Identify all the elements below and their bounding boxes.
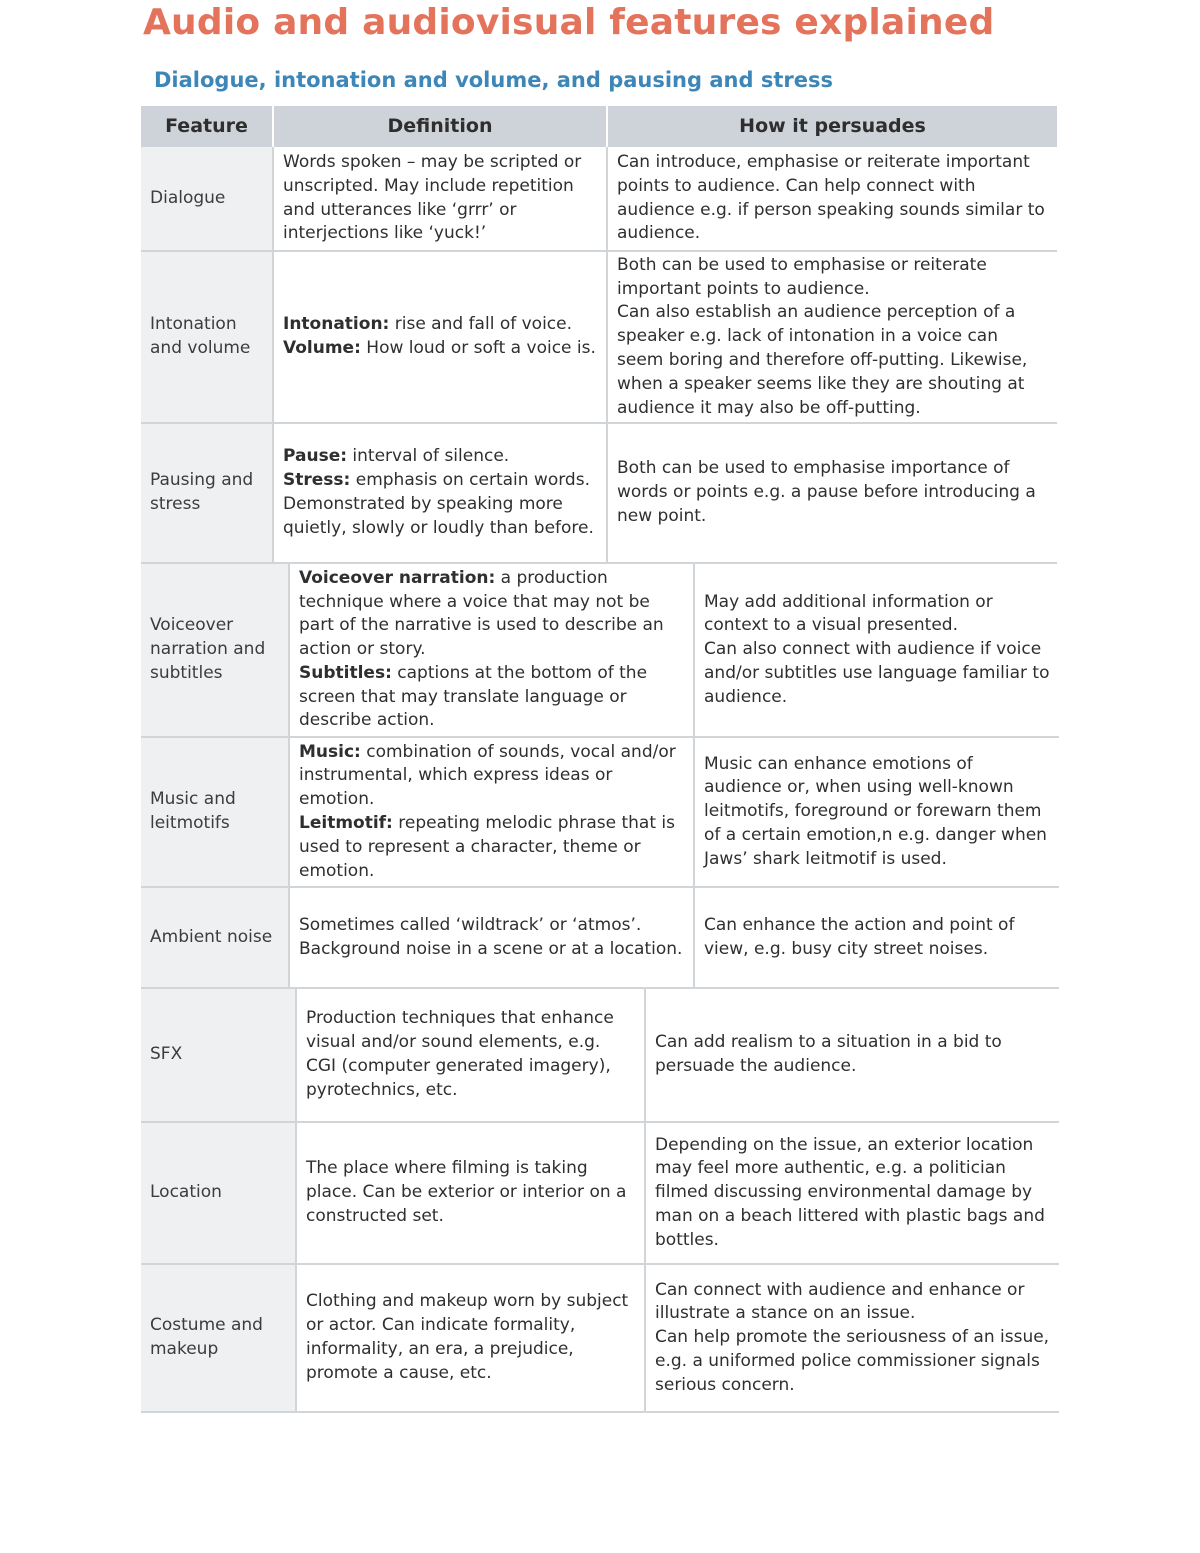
persuades-text [617,457,1048,528]
definition-line [299,662,684,733]
definition-text [283,151,597,246]
definition-term: Pause: [283,446,348,467]
feature-cell [141,1265,297,1413]
definition-cell [297,1265,646,1413]
definition-cell [274,147,608,252]
feature-name: Pausing and stress [150,470,254,514]
persuades-text [617,254,1048,421]
definition-body: The place where filming is taking place. Can be exterior or interior on a constructed set. [306,1158,627,1226]
feature-name: Intonation and volume [150,314,251,358]
persuades-line: Can help promote the seriousness of an issue, e.g. a uniformed police commissioner signals serious concern. [655,1327,1050,1395]
definition-line [283,313,597,337]
definition-cell [297,989,646,1123]
table-section [141,564,1059,989]
feature-name: Costume and makeup [150,1315,263,1359]
definition-body: How loud or soft a voice is. [360,338,596,358]
persuades-line: Both can be used to emphasise or reiterate important points to audience. [617,254,987,299]
feature-cell [141,989,297,1123]
feature-cell [141,147,274,252]
column-header: How it persuades [608,106,1057,147]
feature-name: Dialogue [150,187,226,208]
feature-name: Music and leitmotifs [150,789,236,833]
definition-term: Subtitles: [299,662,392,683]
column-header: Feature [141,106,274,147]
definition-text [283,313,597,361]
definition-line [299,812,684,883]
persuades-line: Can add realism to a situation in a bid to persuade the audience. [655,1032,1002,1076]
persuades-cell [608,147,1057,252]
definition-body: Words spoken – may be scripted or unscripted. May include repetition and utterances like ‘grrr’ or interjections like ‘yuck!’ [283,151,582,244]
table-section-grid [141,564,1059,989]
table-section-grid [141,989,1059,1413]
definition-term: Music: [299,741,361,762]
feature-name: Ambient noise [150,926,273,947]
persuades-line: Can also establish an audience perception of a speaker e.g. lack of intonation in a voice can seem boring and therefore off-putting. Likewise, when a speaker seems like they are shouting at audience it may also be off-putting. [617,302,1028,418]
persuades-line: Both can be used to emphasise importance of words or points e.g. a pause before introducing a new point. [617,458,1036,526]
persuades-line: Depending on the issue, an exterior location may feel more authentic, e.g. a politician filmed discussing environmental damage by man on a beach littered with plastic bags and bottles. [655,1134,1045,1250]
definition-body: Production techniques that enhance visual and/or sound elements, e.g. CGI (computer generated imagery), pyrotechnics, etc. [306,1008,614,1100]
definition-line [283,151,597,246]
definition-body: rise and fall of voice. [389,314,573,335]
persuades-line: Can also connect with audience if voice and/or subtitles use language familiar to audience. [704,639,1050,707]
persuades-line: May add additional information or context to a visual presented. [704,591,993,636]
definition-cell [274,252,608,424]
definition-line [299,567,684,662]
definition-term: Stress: [283,470,351,491]
persuades-text [617,151,1048,246]
feature-name: SFX [150,1044,183,1065]
definition-text [299,567,684,734]
definition-cell [297,1123,646,1265]
feature-cell [141,424,274,564]
persuades-cell [646,989,1059,1123]
persuades-line: Can connect with audience and enhance or illustrate a stance on an issue. [655,1279,1025,1324]
persuades-cell [646,1123,1059,1265]
page-title: Audio and audiovisual features explained [143,2,995,43]
persuades-text [655,1031,1050,1079]
definition-line [283,445,597,469]
feature-name: Location [150,1182,222,1203]
column-header: Definition [274,106,608,147]
persuades-cell [608,252,1057,424]
definition-term: Voiceover narration: [299,567,496,588]
definition-line [306,1290,635,1385]
definition-body: combination of sounds, vocal and/or instrumental, which express ideas or emotion. [299,741,676,810]
persuades-line: Can introduce, emphasise or reiterate important points to audience. Can help connect with audience e.g. if person speaking sounds similar to audience. [617,151,1045,244]
definition-body: repeating melodic phrase that is used to represent a character, theme or emotion. [299,813,675,881]
definition-body: Sometimes called ‘wildtrack’ or ‘atmos’. Background noise in a scene or at a location. [299,914,683,959]
definition-body: Clothing and makeup worn by subject or actor. Can indicate formality, informality, an era, a prejudice, promote a cause, etc. [306,1291,629,1383]
definition-line [306,1007,635,1102]
table-section [141,989,1059,1413]
persuades-line: Music can enhance emotions of audience or, when using well-known leitmotifs, foreground or forewarn them of a certain emotion,n e.g. danger when Jaws’ shark leitmotif is used. [704,753,1047,869]
definition-text [306,1290,635,1385]
persuades-text [655,1279,1050,1398]
definition-term: Intonation: [283,314,390,335]
table-section-grid [141,106,1057,564]
definition-term: Leitmotif: [299,813,393,833]
definition-line [299,741,684,812]
persuades-cell [695,738,1059,888]
definition-text [299,741,684,884]
feature-cell [141,564,290,738]
feature-cell [141,888,290,989]
definition-line [306,1157,635,1228]
definition-body: emphasis on certain words. Demonstrated by speaking more quietly, slowly or loudly than before. [283,470,594,538]
persuades-line: Can enhance the action and point of view, e.g. busy city street noises. [704,914,1015,959]
definition-cell [290,738,695,888]
definition-body: a production technique where a voice that may not be part of the narrative is used to describe an action or story. [299,567,664,660]
definition-text [299,914,684,962]
persuades-cell [695,888,1059,989]
definition-body: interval of silence. [347,446,510,467]
definition-text [306,1157,635,1228]
feature-cell [141,738,290,888]
persuades-text [704,591,1050,710]
definition-line [299,914,684,962]
table-section [141,106,1057,564]
feature-cell [141,252,274,424]
persuades-text [655,1134,1050,1253]
persuades-cell [646,1265,1059,1413]
definition-cell [290,564,695,738]
persuades-cell [608,424,1057,564]
definition-cell [290,888,695,989]
persuades-text [704,914,1050,962]
definition-body: captions at the bottom of the screen that may translate language or describe action. [299,662,648,731]
feature-name: Voiceover narration and subtitles [150,615,266,683]
definition-line [283,469,597,540]
feature-cell [141,1123,297,1265]
definition-text [306,1007,635,1102]
definition-term: Volume: [283,338,361,358]
definition-text [283,445,597,540]
persuades-cell [695,564,1059,738]
definition-line [283,337,597,361]
persuades-text [704,753,1050,872]
definition-cell [274,424,608,564]
page-subtitle: Dialogue, intonation and volume, and pausing and stress [154,68,833,92]
